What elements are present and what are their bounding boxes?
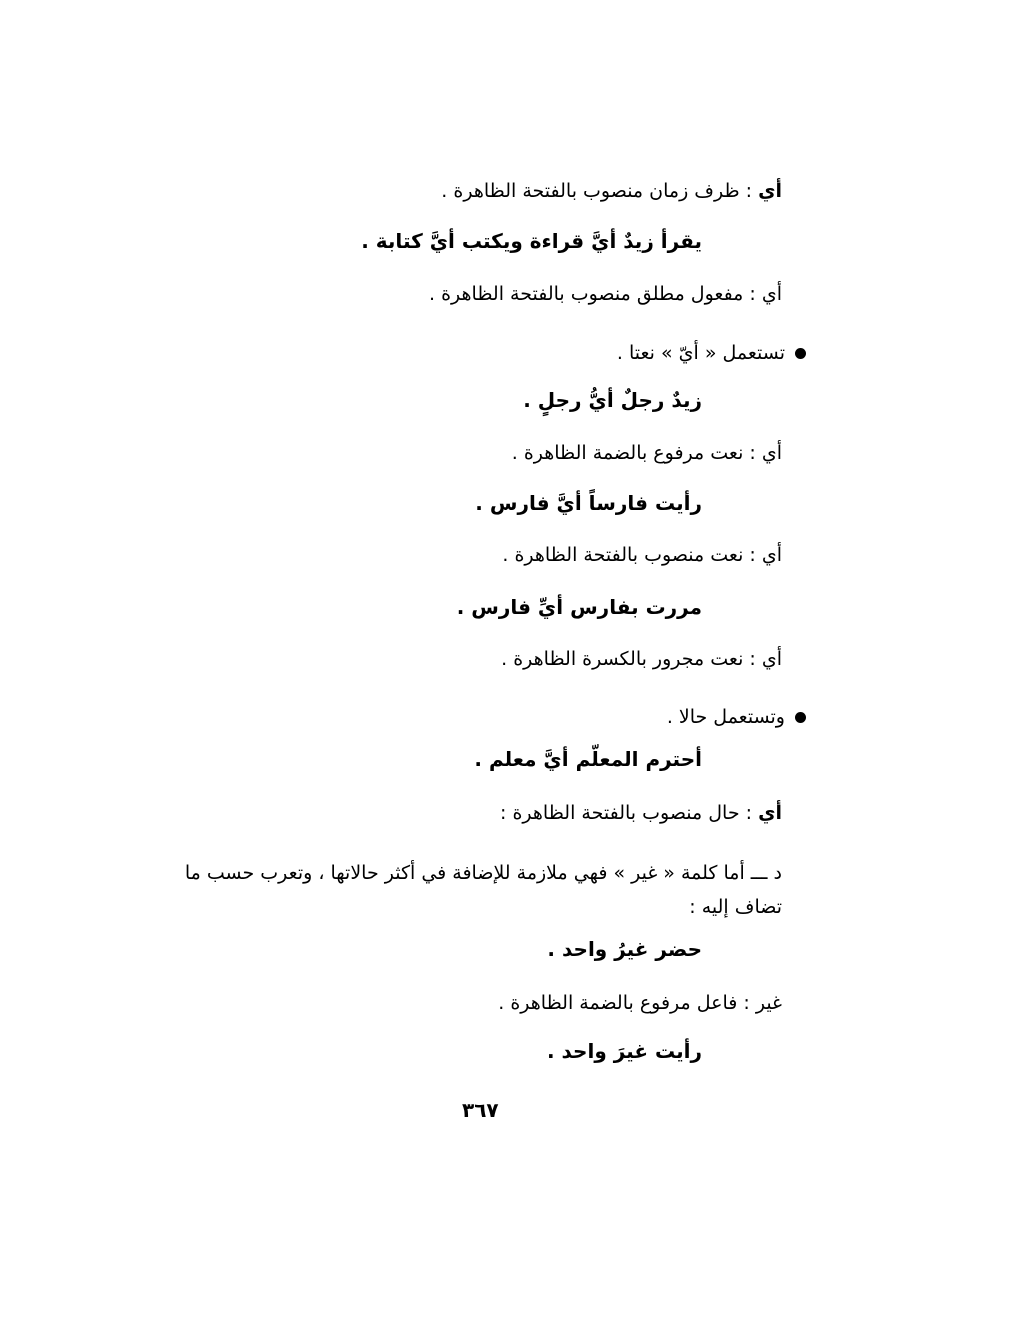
explanation-text: : نعت منصوب بالفتحة الظاهرة . xyxy=(502,544,762,566)
explanation-text: : حال منصوب بالفتحة الظاهرة : xyxy=(500,802,759,824)
example-sentence: أحترم المعلّم أيَّ معلم . xyxy=(474,747,702,771)
explanation-line xyxy=(512,440,782,466)
keyword: أي xyxy=(761,648,782,670)
example-sentence: زيدٌ رجلٌ أيُّ رجلٍ . xyxy=(523,388,702,412)
bullet-text: تستعمل « أيّ » نعتا . xyxy=(616,342,785,364)
bullet-icon xyxy=(795,348,806,359)
keyword: أي xyxy=(761,442,782,464)
example-sentence: مررت بفارس أيِّ فارس . xyxy=(456,595,702,619)
keyword: أي xyxy=(761,544,782,566)
explanation-text: : نعت مرفوع بالضمة الظاهرة . xyxy=(511,442,762,464)
example-sentence: حضر غيرُ واحد . xyxy=(547,937,702,961)
keyword: أي xyxy=(758,180,782,202)
keyword: أي xyxy=(758,802,782,824)
example-sentence: رأيت غيرَ واحد . xyxy=(546,1039,702,1063)
explanation-line xyxy=(502,542,782,568)
explanation-line xyxy=(500,800,782,826)
example-sentence: رأيت فارساً أيَّ فارس . xyxy=(475,491,702,515)
bullet-text: وتستعمل حالا . xyxy=(666,706,785,728)
explanation-text: : فاعل مرفوع بالضمة الظاهرة . xyxy=(498,992,756,1014)
explanation-text: : نعت مجرور بالكسرة الظاهرة . xyxy=(501,648,762,670)
explanation-line xyxy=(441,178,782,204)
bullet-icon xyxy=(795,712,806,723)
keyword: أي xyxy=(761,283,782,305)
bullet-heading xyxy=(667,704,806,730)
explanation-line xyxy=(501,646,782,672)
explanation-text: : ظرف زمان منصوب بالفتحة الظاهرة . xyxy=(441,180,759,202)
explanation-text: : مفعول مطلق منصوب بالفتحة الظاهرة . xyxy=(429,283,762,305)
page-number: ٣٦٧ xyxy=(462,1098,499,1122)
explanation-line xyxy=(498,990,782,1016)
section-paragraph: د ـــ أما كلمة « غير » فهي ملازمة للإضافة في أكثر حالاتها ، وتعرب حسب ما تضاف إليه : xyxy=(184,862,782,918)
keyword: غير xyxy=(755,992,782,1014)
explanation-line xyxy=(429,281,782,307)
bullet-heading xyxy=(617,340,806,366)
example-sentence: يقرأ زيدٌ أيَّ قراءة ويكتب أيَّ كتابة . xyxy=(361,229,702,253)
